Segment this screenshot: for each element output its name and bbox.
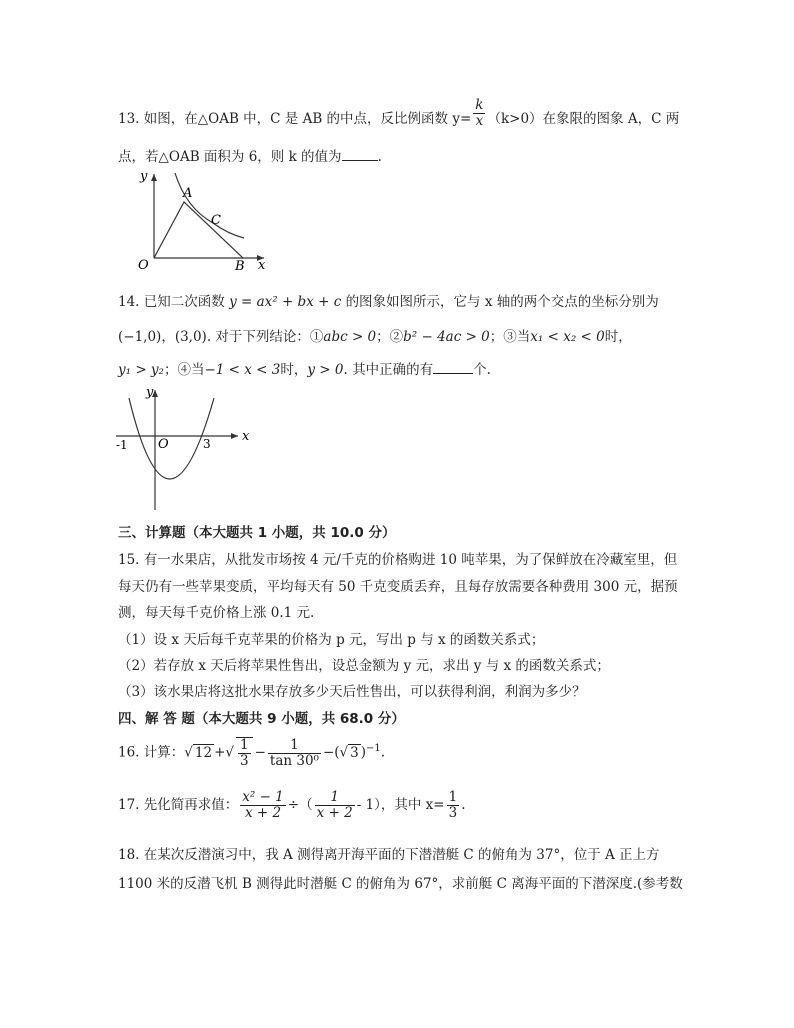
fig13-x-label: x <box>258 258 266 273</box>
q14-line3: y₁ > y₂；④当−1 < x < 3时，y > 0. 其中正确的有 个. <box>118 362 491 378</box>
q17-line: 17. 先化简再求值： $\frac{\text{x² − 1}}{x + 2}$ ÷（ $\frac{1}{x + 2}$ - 1），其中 x= $\frac{1}{3}$ . <box>118 789 466 821</box>
q14-line1: 14. 已知二次函数 y = ax² + bx + c 的图象如图所示，它与 x 轴的两个交点的坐标分别为 <box>118 294 659 310</box>
section4-heading: 四、解 答 题（本大题共 9 小题，共 68.0 分） <box>118 711 405 727</box>
q18-line1: 18. 在某次反潜演习中，我 A 测得离开海平面的下潜潜艇 C 的俯角为 37°，位于 A 正上方 <box>118 847 660 863</box>
fig14-y-label: y <box>146 385 154 400</box>
q15-line3: 测，每天每千克价格上涨 0.1 元. <box>118 605 315 621</box>
q13-line2: 点，若△OAB 面积为 6，则 k 的值为 . <box>118 149 382 165</box>
q14-figure <box>112 382 262 514</box>
fig14-x-label: x <box>242 429 250 444</box>
fig14-three-label: 3 <box>203 437 211 451</box>
fig13-y-label: y <box>140 169 148 184</box>
q13-figure <box>128 168 278 276</box>
q14-line2: (−1,0)，(3,0). 对于下列结论：①abc > 0；②b² − 4ac > 0；③当x₁ < x₂ < 0时， <box>118 329 632 345</box>
q15-sub1: （1）设 x 天后每千克苹果的价格为 p 元，写出 p 与 x 的函数关系式； <box>118 632 545 648</box>
fig13-a-label: A <box>183 186 193 201</box>
q15-sub3: （3）该水果店将这批水果存放多少天后性售出，可以获得利润，利润为多少？ <box>118 684 586 700</box>
q13-line1: 13. 如图，在△OAB 中，C 是 AB 的中点，反比例函数 y= $\frac{k}{x}$ （k>0）在象限的图象 A，C 两 <box>118 97 680 129</box>
fig14-o-label: O <box>158 437 169 452</box>
q18-line2: 1100 米的反潜飞机 B 测得此时潜艇 C 的俯角为 67°，求前艇 C 离海平面的下潜深度.(参考数 <box>118 876 683 892</box>
fig14-minus1-label: -1 <box>116 438 128 452</box>
q15-sub2: （2）若存放 x 天后将苹果性售出，设总金额为 y 元，求出 y 与 x 的函数关系式； <box>118 658 610 674</box>
section3-heading: 三、计算题（本大题共 1 小题，共 10.0 分） <box>118 525 396 541</box>
q15-line2: 每天仍有一些苹果变质，平均每天有 50 千克变质丢弃，且每存放需要各种费用 300 元，据预 <box>118 579 678 595</box>
q15-line1: 15. 有一水果店，从批发市场按 4 元/千克的价格购进 10 吨苹果，为了保鲜放在冷藏室里，但 <box>118 552 678 568</box>
fig13-b-label: B <box>235 259 245 274</box>
fig13-o-label: O <box>138 258 149 273</box>
q16-line: 16. 计算：√ 12 +√ $\frac{1}{3}$ − $\frac{1}{\text{tan 30⁰}}$ −(√ 3 )$^{-1}$. <box>118 736 386 769</box>
fig13-c-label: C <box>211 213 221 228</box>
